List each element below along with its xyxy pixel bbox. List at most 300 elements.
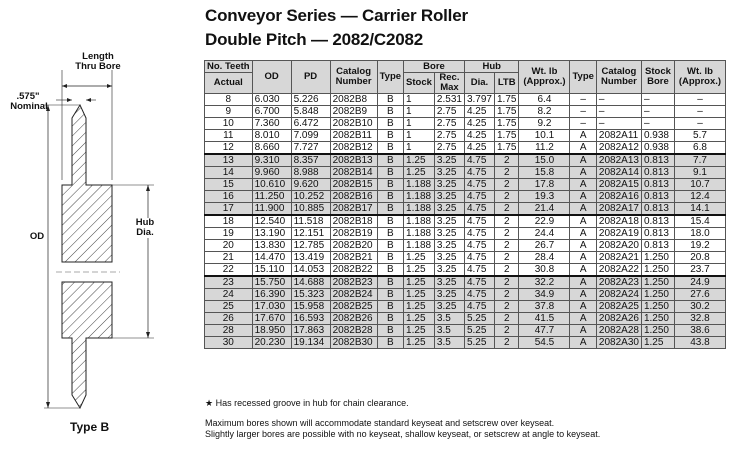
header-dia: Dia.: [464, 73, 494, 94]
cell-ltb: 2: [494, 191, 518, 203]
cell-stock-bore: 1.250: [641, 325, 674, 337]
cell-ltb: 2: [494, 289, 518, 301]
cell-type: B: [377, 118, 403, 130]
sprocket-section-top: [62, 105, 112, 262]
cell-type-2: A: [570, 228, 596, 240]
header-catalog-number: Catalog Number: [330, 61, 377, 94]
cell-type: B: [377, 289, 403, 301]
cell-catalog-2: 2082A20: [596, 240, 641, 252]
cell-hub-dia: 4.75: [464, 154, 494, 167]
cell-type: B: [377, 240, 403, 252]
cell-bore-rec-max: 3.5: [434, 337, 464, 349]
cell-bore-rec-max: 3.25: [434, 264, 464, 277]
cell-catalog: 2082B20: [330, 240, 377, 252]
cell-catalog: 2082B18: [330, 215, 377, 228]
cell-bore-rec-max: 3.25: [434, 301, 464, 313]
cell-pd: 9.620: [291, 179, 330, 191]
cell-hub-dia: 4.75: [464, 228, 494, 240]
cell-pd: 8.988: [291, 167, 330, 179]
cell-bore-stock: 1.188: [404, 191, 435, 203]
cell-teeth: 23: [205, 276, 253, 289]
nominal-label: Nominal: [10, 101, 48, 112]
cell-type-2: A: [570, 215, 596, 228]
cell-catalog-2: 2082A19: [596, 228, 641, 240]
cell-catalog: 2082B9: [330, 106, 377, 118]
cell-type: B: [377, 179, 403, 191]
cell-catalog-2: –: [596, 118, 641, 130]
footnote-line-2: Slightly larger bores are possible with no keyseat, shallow keyseat, or setscrew at angle to keyseat.: [205, 429, 601, 439]
cell-teeth: 21: [205, 252, 253, 264]
cell-stock-bore: 0.813: [641, 167, 674, 179]
cell-teeth: 24: [205, 289, 253, 301]
table-row: [205, 252, 726, 264]
cell-stock-bore: 1.250: [641, 252, 674, 264]
cell-ltb: 2: [494, 179, 518, 191]
cell-type-2: A: [570, 167, 596, 179]
cell-weight-2: 6.8: [674, 142, 725, 155]
cell-weight-2: 20.8: [674, 252, 725, 264]
header-wt-lb-2: Wt. lb (Approx.): [674, 61, 725, 94]
cell-teeth: 17: [205, 203, 253, 216]
cell-type-2: A: [570, 313, 596, 325]
cell-teeth: 28: [205, 325, 253, 337]
cell-catalog: 2082B15: [330, 179, 377, 191]
cell-weight: 41.5: [519, 313, 570, 325]
cell-catalog: 2082B24: [330, 289, 377, 301]
cell-bore-rec-max: 3.25: [434, 252, 464, 264]
cell-teeth: 16: [205, 191, 253, 203]
header-ltb: LTB: [494, 73, 518, 94]
cell-teeth: 11: [205, 130, 253, 142]
type-b-label: Type B: [70, 420, 110, 434]
cell-od: 13.190: [252, 228, 291, 240]
cell-weight-2: 5.7: [674, 130, 725, 142]
table-row: [205, 106, 726, 118]
cell-bore-rec-max: 3.25: [434, 228, 464, 240]
cell-type-2: A: [570, 264, 596, 277]
cell-bore-stock: 1.25: [404, 313, 435, 325]
cell-catalog: 2082B30: [330, 337, 377, 349]
cell-teeth: 12: [205, 142, 253, 155]
cell-bore-rec-max: 3.25: [434, 179, 464, 191]
cell-catalog-2: 2082A11: [596, 130, 641, 142]
cell-weight: 34.9: [519, 289, 570, 301]
cell-weight-2: 14.1: [674, 203, 725, 216]
cell-ltb: 2: [494, 301, 518, 313]
cell-stock-bore: –: [641, 106, 674, 118]
cell-type-2: A: [570, 240, 596, 252]
cell-ltb: 2: [494, 167, 518, 179]
header-pd: PD: [291, 61, 330, 94]
cell-od: 11.900: [252, 203, 291, 216]
cell-ltb: 2: [494, 264, 518, 277]
cell-hub-dia: 4.25: [464, 106, 494, 118]
cell-type-2: –: [570, 94, 596, 106]
table-row: [205, 215, 726, 228]
cell-stock-bore: 1.25: [641, 337, 674, 349]
cell-weight-2: –: [674, 94, 725, 106]
cell-ltb: 2: [494, 154, 518, 167]
cell-type: B: [377, 276, 403, 289]
cell-hub-dia: 3.797: [464, 94, 494, 106]
cell-teeth: 26: [205, 313, 253, 325]
cell-hub-dia: 4.75: [464, 289, 494, 301]
cell-bore-stock: 1: [404, 142, 435, 155]
cell-stock-bore: 1.250: [641, 301, 674, 313]
cell-stock-bore: 1.250: [641, 276, 674, 289]
cell-type-2: –: [570, 106, 596, 118]
cell-hub-dia: 4.25: [464, 118, 494, 130]
cell-catalog: 2082B13: [330, 154, 377, 167]
cell-type: B: [377, 154, 403, 167]
cell-weight: 28.4: [519, 252, 570, 264]
spec-table-body: [205, 94, 726, 349]
cell-hub-dia: 4.75: [464, 276, 494, 289]
cell-pd: 15.958: [291, 301, 330, 313]
cell-teeth: 20: [205, 240, 253, 252]
cell-catalog: 2082B12: [330, 142, 377, 155]
cell-catalog: 2082B22: [330, 264, 377, 277]
cell-type: B: [377, 301, 403, 313]
cell-catalog-2: 2082A16: [596, 191, 641, 203]
cell-type-2: A: [570, 203, 596, 216]
header-catalog-number-2: Catalog Number: [596, 61, 641, 94]
cell-weight-2: 7.7: [674, 154, 725, 167]
cell-bore-stock: 1.25: [404, 276, 435, 289]
page-subtitle: Double Pitch — 2082/C2082: [205, 30, 423, 49]
cell-od: 6.030: [252, 94, 291, 106]
cell-weight-2: 27.6: [674, 289, 725, 301]
cell-stock-bore: 0.813: [641, 179, 674, 191]
table-row: [205, 313, 726, 325]
cell-stock-bore: 1.250: [641, 289, 674, 301]
cell-pd: 6.472: [291, 118, 330, 130]
cell-teeth: 8: [205, 94, 253, 106]
cell-od: 15.110: [252, 264, 291, 277]
cell-pd: 10.885: [291, 203, 330, 216]
cell-bore-stock: 1.25: [404, 154, 435, 167]
cell-bore-stock: 1.188: [404, 215, 435, 228]
cell-type: B: [377, 215, 403, 228]
cell-weight: 54.5: [519, 337, 570, 349]
cell-od: 8.010: [252, 130, 291, 142]
cell-bore-rec-max: 3.25: [434, 203, 464, 216]
cell-ltb: 2: [494, 215, 518, 228]
cell-hub-dia: 4.75: [464, 240, 494, 252]
cell-stock-bore: 0.938: [641, 130, 674, 142]
cell-ltb: 2: [494, 252, 518, 264]
cell-bore-rec-max: 2.75: [434, 106, 464, 118]
cell-stock-bore: 0.813: [641, 154, 674, 167]
cell-teeth: 25: [205, 301, 253, 313]
nominal-value: .575": [16, 91, 40, 102]
cell-catalog: 2082B23: [330, 276, 377, 289]
cell-od: 9.960: [252, 167, 291, 179]
cell-hub-dia: 4.75: [464, 215, 494, 228]
cell-teeth: 22: [205, 264, 253, 277]
cell-type-2: A: [570, 142, 596, 155]
cell-catalog-2: 2082A18: [596, 215, 641, 228]
cell-pd: 7.099: [291, 130, 330, 142]
cell-hub-dia: 4.25: [464, 130, 494, 142]
cell-pd: 10.252: [291, 191, 330, 203]
cell-weight: 15.0: [519, 154, 570, 167]
hub-dia-label: Hub Dia.: [130, 218, 160, 238]
header-stock: Stock: [404, 73, 435, 94]
cell-type: B: [377, 130, 403, 142]
cell-od: 17.670: [252, 313, 291, 325]
cell-type: B: [377, 142, 403, 155]
cell-stock-bore: 0.813: [641, 203, 674, 216]
cell-catalog: 2082B16: [330, 191, 377, 203]
cell-bore-stock: 1: [404, 106, 435, 118]
cell-catalog-2: 2082A13: [596, 154, 641, 167]
cell-od: 11.250: [252, 191, 291, 203]
cell-hub-dia: 4.75: [464, 167, 494, 179]
cell-catalog-2: 2082A15: [596, 179, 641, 191]
cell-pd: 12.151: [291, 228, 330, 240]
cell-weight-2: 23.7: [674, 264, 725, 277]
cell-bore-stock: 1.25: [404, 264, 435, 277]
table-row: [205, 142, 726, 155]
cell-weight-2: 38.6: [674, 325, 725, 337]
cell-pd: 14.053: [291, 264, 330, 277]
cell-ltb: 2: [494, 325, 518, 337]
length-thru-bore-label: Length Thru Bore: [75, 51, 121, 72]
cell-catalog: 2082B21: [330, 252, 377, 264]
page-title: Conveyor Series — Carrier Roller: [205, 6, 468, 25]
cell-od: 13.830: [252, 240, 291, 252]
table-row: [205, 130, 726, 142]
cell-pd: 17.863: [291, 325, 330, 337]
cell-bore-stock: 1.25: [404, 301, 435, 313]
cell-catalog-2: 2082A12: [596, 142, 641, 155]
cell-bore-rec-max: 3.25: [434, 289, 464, 301]
cell-ltb: 2: [494, 313, 518, 325]
cell-bore-stock: 1.188: [404, 240, 435, 252]
cell-bore-stock: 1: [404, 130, 435, 142]
cell-weight-2: 30.2: [674, 301, 725, 313]
cell-pd: 11.518: [291, 215, 330, 228]
sprocket-spec-table: [204, 60, 726, 349]
cell-od: 15.750: [252, 276, 291, 289]
cell-pd: 5.226: [291, 94, 330, 106]
cell-catalog-2: 2082A14: [596, 167, 641, 179]
cell-catalog: 2082B11: [330, 130, 377, 142]
cell-bore-stock: 1.25: [404, 337, 435, 349]
cell-hub-dia: 4.75: [464, 203, 494, 216]
cell-teeth: 9: [205, 106, 253, 118]
cell-od: 7.360: [252, 118, 291, 130]
cell-weight: 15.8: [519, 167, 570, 179]
footnote-line-1: Maximum bores shown will accommodate standard keyseat and setscrew over keyseat.: [205, 418, 555, 428]
cell-catalog-2: 2082A22: [596, 264, 641, 277]
cell-stock-bore: 0.813: [641, 215, 674, 228]
cell-teeth: 30: [205, 337, 253, 349]
cell-od: 20.230: [252, 337, 291, 349]
cell-type: B: [377, 203, 403, 216]
header-bore: Bore: [404, 61, 465, 73]
cell-catalog: 2082B10: [330, 118, 377, 130]
cell-type-2: A: [570, 130, 596, 142]
cell-pd: 8.357: [291, 154, 330, 167]
cell-bore-stock: 1.188: [404, 228, 435, 240]
cell-type-2: A: [570, 191, 596, 203]
cell-hub-dia: 4.75: [464, 301, 494, 313]
cell-od: 17.030: [252, 301, 291, 313]
cell-stock-bore: –: [641, 118, 674, 130]
cell-catalog: 2082B25: [330, 301, 377, 313]
cell-od: 6.700: [252, 106, 291, 118]
cell-weight-2: 10.7: [674, 179, 725, 191]
header-no-teeth: No. Teeth: [205, 61, 253, 73]
cell-type-2: A: [570, 154, 596, 167]
cell-bore-stock: 1.25: [404, 252, 435, 264]
cell-bore-rec-max: 3.25: [434, 240, 464, 252]
cell-stock-bore: –: [641, 94, 674, 106]
cell-weight-2: 15.4: [674, 215, 725, 228]
cell-type: B: [377, 106, 403, 118]
header-stock-bore: Stock Bore: [641, 61, 674, 94]
table-row: [205, 276, 726, 289]
cell-type: B: [377, 252, 403, 264]
cell-type: B: [377, 191, 403, 203]
table-row: [205, 264, 726, 277]
cell-weight: 9.2: [519, 118, 570, 130]
table-row: [205, 228, 726, 240]
cell-weight: 32.2: [519, 276, 570, 289]
table-row: [205, 94, 726, 106]
cell-catalog-2: –: [596, 106, 641, 118]
cell-catalog-2: 2082A28: [596, 325, 641, 337]
cell-pd: 5.848: [291, 106, 330, 118]
cell-catalog-2: 2082A30: [596, 337, 641, 349]
table-row: [205, 203, 726, 216]
cell-type: B: [377, 167, 403, 179]
cell-type: B: [377, 94, 403, 106]
table-row: [205, 325, 726, 337]
cell-bore-rec-max: 3.5: [434, 325, 464, 337]
cell-bore-stock: 1.25: [404, 167, 435, 179]
cell-od: 8.660: [252, 142, 291, 155]
cell-catalog: 2082B17: [330, 203, 377, 216]
header-type: Type: [377, 61, 403, 94]
cell-stock-bore: 0.813: [641, 240, 674, 252]
cell-stock-bore: 1.250: [641, 313, 674, 325]
cell-stock-bore: 1.250: [641, 264, 674, 277]
cell-weight-2: –: [674, 106, 725, 118]
cell-ltb: 1.75: [494, 94, 518, 106]
cell-weight: 10.1: [519, 130, 570, 142]
cell-catalog-2: 2082A17: [596, 203, 641, 216]
cell-weight-2: –: [674, 118, 725, 130]
cell-hub-dia: 4.75: [464, 179, 494, 191]
cell-bore-stock: 1.25: [404, 289, 435, 301]
table-row: [205, 154, 726, 167]
cell-ltb: 2: [494, 240, 518, 252]
cell-pd: 13.419: [291, 252, 330, 264]
sprocket-section-bottom: [62, 282, 112, 408]
cell-weight-2: 12.4: [674, 191, 725, 203]
cell-catalog: 2082B8: [330, 94, 377, 106]
cell-hub-dia: 4.75: [464, 191, 494, 203]
cell-teeth: 14: [205, 167, 253, 179]
cell-bore-stock: 1: [404, 118, 435, 130]
cell-ltb: 2: [494, 337, 518, 349]
cell-od: 9.310: [252, 154, 291, 167]
cell-pd: 19.134: [291, 337, 330, 349]
cell-bore-stock: 1.188: [404, 203, 435, 216]
table-row: [205, 167, 726, 179]
cell-weight-2: 18.0: [674, 228, 725, 240]
cell-type-2: A: [570, 325, 596, 337]
table-row: [205, 240, 726, 252]
cell-stock-bore: 0.938: [641, 142, 674, 155]
cell-teeth: 18: [205, 215, 253, 228]
cell-bore-rec-max: 3.25: [434, 215, 464, 228]
cell-catalog-2: 2082A24: [596, 289, 641, 301]
cell-type: B: [377, 313, 403, 325]
cell-catalog-2: 2082A26: [596, 313, 641, 325]
cell-weight-2: 24.9: [674, 276, 725, 289]
header-type-2: Type: [570, 61, 596, 94]
cell-catalog-2: 2082A21: [596, 252, 641, 264]
footnote-star: ★ Has recessed groove in hub for chain clearance.: [205, 398, 409, 408]
cell-pd: 7.727: [291, 142, 330, 155]
cell-od: 10.610: [252, 179, 291, 191]
cell-hub-dia: 4.25: [464, 142, 494, 155]
cell-hub-dia: 5.25: [464, 337, 494, 349]
footnote-bores: [205, 418, 600, 440]
cell-od: 18.950: [252, 325, 291, 337]
cell-od: 14.470: [252, 252, 291, 264]
cell-weight: 8.2: [519, 106, 570, 118]
cell-od: 16.390: [252, 289, 291, 301]
cell-ltb: 2: [494, 228, 518, 240]
cell-ltb: 1.75: [494, 118, 518, 130]
cell-type-2: A: [570, 289, 596, 301]
cell-catalog-2: 2082A25: [596, 301, 641, 313]
cell-stock-bore: 0.813: [641, 228, 674, 240]
cell-hub-dia: 4.75: [464, 264, 494, 277]
cell-bore-rec-max: 3.25: [434, 191, 464, 203]
header-od: OD: [252, 61, 291, 94]
cell-ltb: 2: [494, 276, 518, 289]
table-row: [205, 289, 726, 301]
header-actual: Actual: [205, 73, 253, 94]
cell-hub-dia: 5.25: [464, 325, 494, 337]
cell-weight: 47.7: [519, 325, 570, 337]
cell-weight: 17.8: [519, 179, 570, 191]
cell-weight: 30.8: [519, 264, 570, 277]
header-rec-max: Rec. Max: [434, 73, 464, 94]
cell-weight: 26.7: [519, 240, 570, 252]
od-label: OD: [29, 231, 45, 242]
cell-weight-2: 9.1: [674, 167, 725, 179]
cell-weight: 21.4: [519, 203, 570, 216]
table-row: [205, 191, 726, 203]
cell-type-2: A: [570, 252, 596, 264]
cell-type: B: [377, 325, 403, 337]
cell-catalog-2: –: [596, 94, 641, 106]
cell-bore-stock: 1.188: [404, 179, 435, 191]
cell-weight: 11.2: [519, 142, 570, 155]
cell-type-2: A: [570, 301, 596, 313]
cell-teeth: 19: [205, 228, 253, 240]
cell-pd: 15.323: [291, 289, 330, 301]
cell-catalog-2: 2082A23: [596, 276, 641, 289]
cell-od: 12.540: [252, 215, 291, 228]
